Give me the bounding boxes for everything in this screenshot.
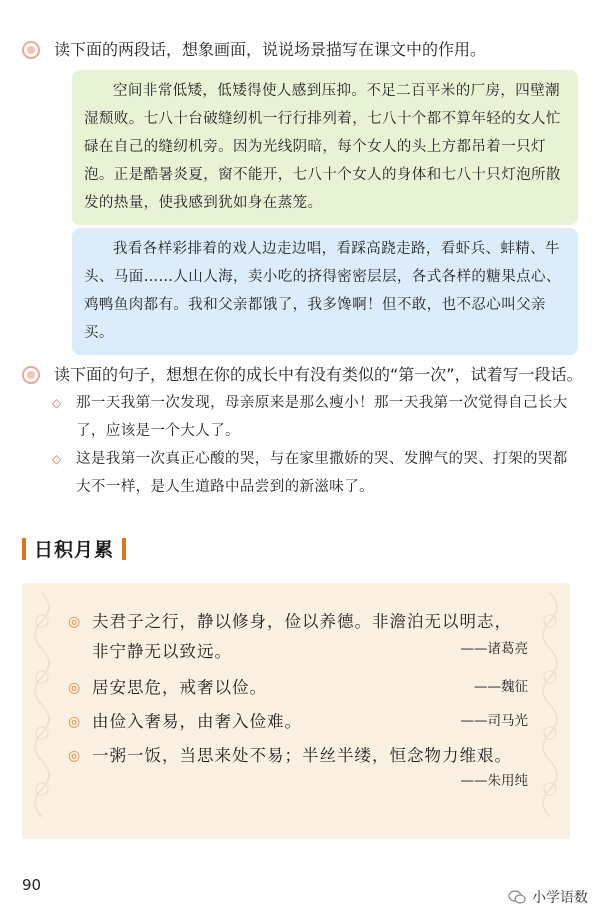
- quote-text: 居安思危，戒奢以俭。: [92, 678, 267, 697]
- page-number: 90: [22, 876, 42, 894]
- quote-item: [68, 741, 528, 791]
- quote-author: ——朱用纯: [460, 773, 528, 789]
- quote-text: 一粥一饭，当思来处不易；半丝半缕，恒念物力维艰。: [92, 746, 512, 765]
- heading-bar-right: [122, 538, 126, 560]
- example-sentence-2: [52, 445, 578, 501]
- passage-2: [72, 228, 578, 355]
- quote-item: [68, 607, 528, 659]
- wechat-icon: [508, 890, 526, 904]
- ornament-left-icon: [22, 583, 62, 839]
- task-1-instruction: 读下面的两段话，想象画面，说说场景描写在课文中的作用。: [54, 40, 487, 59]
- task-2-instruction: 读下面的句子，想想在你的成长中有没有类似的“第一次”，试着写一段话。: [54, 365, 583, 384]
- quote-author: ——诸葛亮: [460, 641, 528, 657]
- task-marker-icon: [22, 41, 40, 59]
- diamond-bullet-icon: ◇: [52, 452, 62, 466]
- quote-item: [68, 673, 528, 697]
- diamond-bullet-icon: ◇: [52, 396, 62, 410]
- quote-list: [68, 607, 528, 791]
- passage-1-text: 空间非常低矮，低矮得使人感到压抑。不足二百平米的厂房，四壁潮湿颓败。七八十台破缝纫机一行行排列着，七八十个都不算年轻的女人忙碌在自己的缝纫机旁。因为光线阴暗，每个女人的头上方都吊着一只灯泡。正是酷暑炎夏，窗不能开，七八十个女人的身体和七八十只灯泡所散发的热量，使我感到犹如身在蒸笼。: [84, 83, 561, 211]
- circle-bullet-icon: ◎: [68, 748, 82, 764]
- quote-author: ——司马光: [460, 713, 528, 729]
- circle-bullet-icon: ◎: [68, 680, 82, 696]
- task-1: [22, 40, 486, 60]
- quote-author: ——魏征: [474, 679, 528, 695]
- task-marker-icon: [22, 366, 40, 384]
- section-heading: [22, 535, 126, 562]
- watermark: [508, 887, 588, 907]
- circle-bullet-icon: ◎: [68, 614, 82, 630]
- example-sentence-text: 这是我第一次真正心酸的哭，与在家里撒娇的哭、发脾气的哭、打架的哭都大不一样，是人生道路中品尝到的新滋味了。: [76, 451, 568, 495]
- quote-item: [68, 707, 528, 731]
- section-title: 日积月累: [34, 539, 115, 561]
- ornament-right-icon: [530, 583, 570, 839]
- quote-text: 由俭入奢易，由奢入俭难。: [92, 712, 302, 731]
- quote-text: 夫君子之行，静以修身，俭以养德。非澹泊无以明志，非宁静无以致远。: [92, 612, 512, 661]
- task-2: [22, 365, 583, 385]
- passage-1: [72, 70, 578, 225]
- watermark-text: 小学语数: [532, 890, 588, 906]
- circle-bullet-icon: ◎: [68, 714, 82, 730]
- example-sentence-text: 那一天我第一次发现，母亲原来是那么瘦小！那一天我第一次觉得自己长大了，应该是一个大人了。: [76, 395, 568, 439]
- heading-bar-left: [22, 538, 26, 560]
- quote-box: [22, 583, 570, 839]
- example-sentence-1: [52, 389, 578, 445]
- passage-2-text: 我看各样彩排着的戏人边走边唱，看踩高跷走路，看虾兵、蚌精、牛头、马面……人山人海，卖小吃的挤得密密层层，各式各样的糖果点心、鸡鸭鱼肉都有。我和父亲都饿了，我多馋啊！但不敢，也不忍心叫父亲买。: [84, 241, 561, 341]
